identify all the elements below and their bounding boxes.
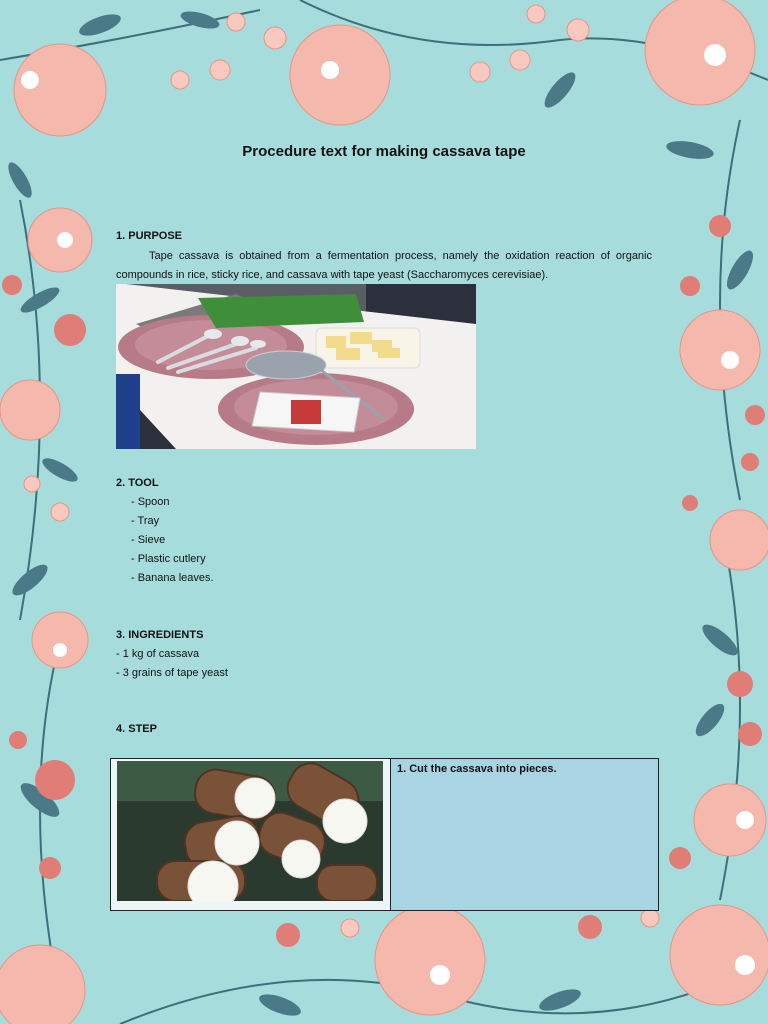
step-heading: 4. STEP bbox=[116, 723, 157, 735]
tool-heading: 2. TOOL bbox=[116, 477, 159, 489]
tool-list bbox=[131, 493, 214, 588]
step-1-text: 1. Cut the cassava into pieces. bbox=[391, 759, 658, 910]
step-table bbox=[110, 758, 659, 911]
purpose-heading: 1. PURPOSE bbox=[116, 230, 183, 242]
list-item: - 3 grains of tape yeast bbox=[116, 667, 228, 679]
ingredients-heading: 3. INGREDIENTS bbox=[116, 629, 204, 641]
tools-photo bbox=[116, 284, 476, 449]
list-item: - 1 kg of cassava bbox=[116, 648, 200, 660]
list-item: - Spoon bbox=[131, 496, 170, 508]
ingredients-list bbox=[116, 645, 228, 683]
purpose-text: Tape cassava is obtained from a fermentation process, namely the oxidation reaction of organic compounds in rice, sticky rice, and cassava with tape yeast (Saccharomyces cerevisiae). bbox=[116, 250, 652, 281]
list-item: - Banana leaves. bbox=[131, 572, 214, 584]
page-title: Procedure text for making cassava tape bbox=[242, 143, 526, 160]
list-item: - Tray bbox=[131, 515, 160, 527]
list-item: - Sieve bbox=[131, 534, 166, 546]
list-item: - Plastic cutlery bbox=[131, 553, 206, 565]
cassava-photo bbox=[111, 759, 391, 910]
